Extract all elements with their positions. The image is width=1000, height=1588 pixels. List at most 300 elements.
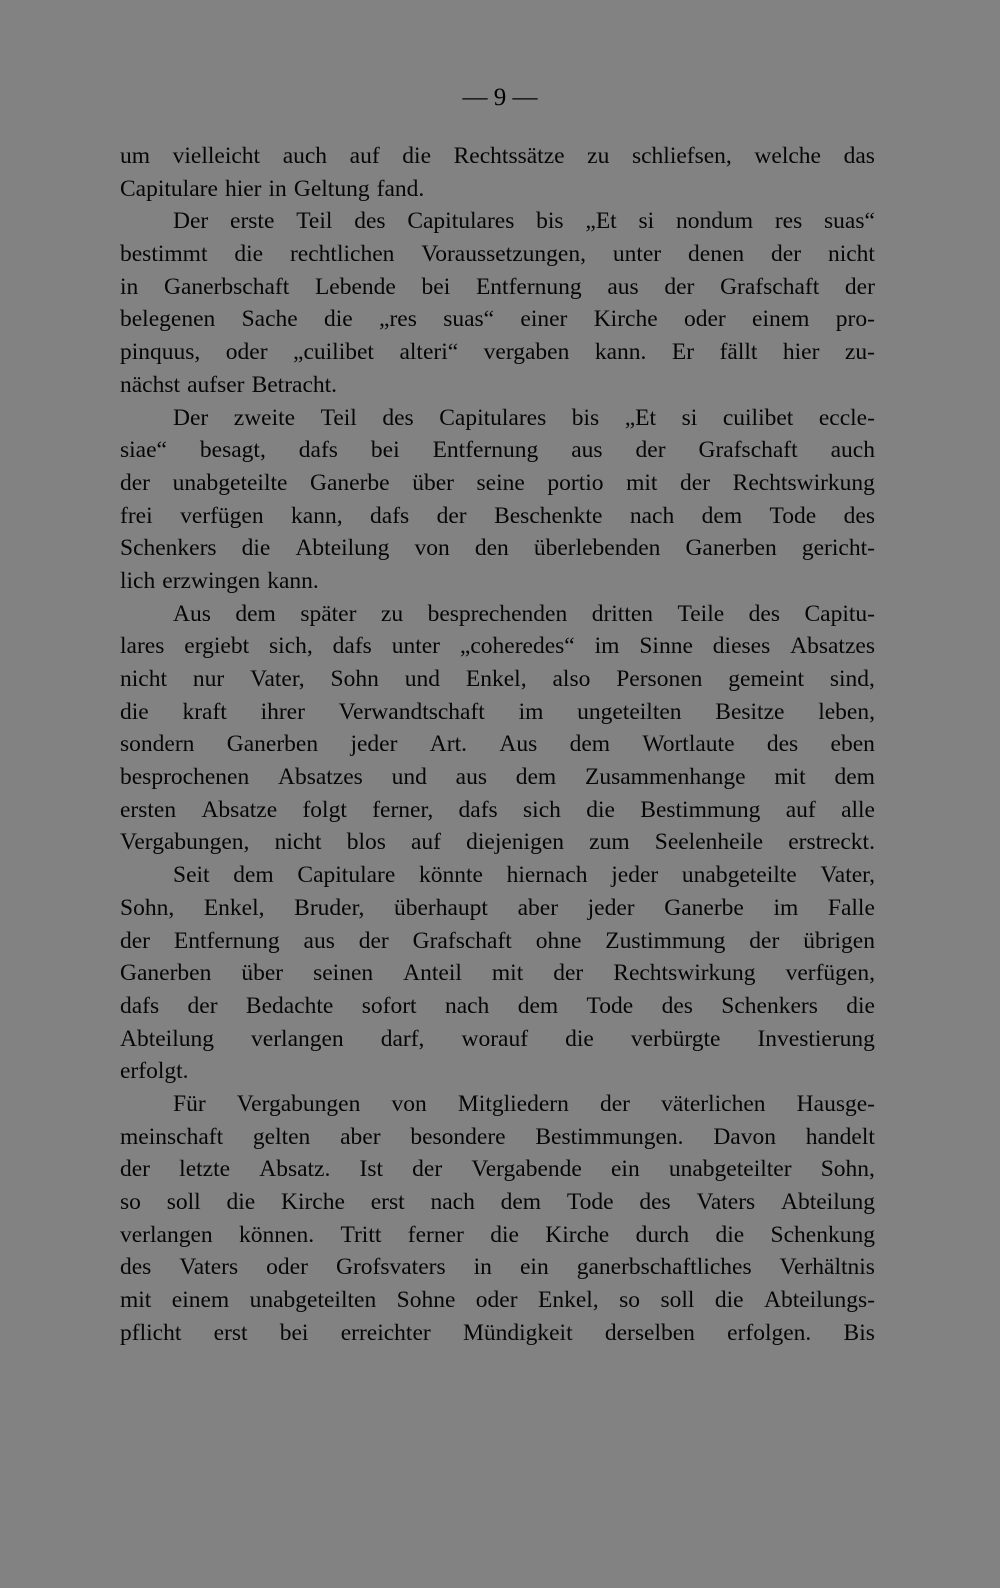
word: Investierung — [757, 1025, 875, 1052]
word: erfolgt. — [120, 1058, 189, 1085]
word: erfolgen. — [727, 1319, 812, 1346]
word: Sohn, — [820, 1156, 875, 1183]
word: also — [552, 666, 591, 692]
word: Rechtswirkung — [613, 960, 756, 987]
word: Kirche — [593, 306, 658, 333]
word: Sohn, — [120, 894, 175, 921]
text-line — [120, 1121, 875, 1154]
word: rechtlichen — [289, 241, 395, 268]
word: dem — [569, 731, 611, 758]
word: Enkel, — [537, 1287, 599, 1314]
word: welche — [754, 143, 821, 169]
word: übrigen — [803, 927, 875, 954]
word: ein — [611, 1156, 640, 1183]
word: in — [120, 273, 139, 300]
text-line — [120, 1055, 875, 1088]
word: Enkel, — [203, 894, 265, 921]
word: Ganerbe — [664, 894, 744, 921]
word: der — [187, 992, 218, 1019]
word: aus — [303, 927, 335, 954]
word: hier — [782, 339, 820, 366]
word: Mündigkeit — [462, 1319, 573, 1346]
word: der — [412, 1156, 443, 1183]
word: der — [635, 437, 666, 464]
text-line — [120, 1219, 875, 1252]
word: Mitgliedern — [457, 1090, 569, 1117]
word: Personen — [616, 666, 703, 692]
word: schliefsen, — [631, 143, 732, 169]
word: Lebende — [314, 273, 396, 300]
word: der — [844, 273, 875, 300]
word: sofort — [361, 992, 417, 1019]
word: überhaupt — [393, 894, 488, 921]
word: der — [120, 927, 151, 954]
word: gericht- — [801, 535, 875, 562]
word: „res — [379, 306, 417, 333]
word: vergaben — [483, 339, 570, 366]
word: zum — [589, 829, 630, 856]
text-line — [120, 598, 875, 631]
word: erstreckt. — [788, 829, 875, 856]
text-line — [120, 990, 875, 1023]
word: darf, — [380, 1025, 425, 1052]
word: jeder — [587, 894, 635, 921]
word: nächst — [120, 371, 181, 398]
word: Grafschaft — [412, 927, 512, 954]
word: „Et — [585, 208, 617, 235]
word: frei — [120, 502, 153, 529]
word: von — [391, 1090, 427, 1117]
word: Zusammenhange — [585, 764, 746, 791]
word: aus — [607, 273, 639, 300]
word: dafs — [298, 437, 338, 464]
word: Ganerbe — [310, 469, 390, 496]
word: meinschaft — [120, 1123, 224, 1150]
word: Abteilung — [295, 535, 390, 562]
word: Der — [173, 404, 209, 431]
word: leben, — [818, 698, 875, 725]
word: dem — [515, 764, 557, 791]
word: auch — [830, 437, 875, 464]
word: fand. — [376, 175, 425, 202]
word: Vergabungen — [236, 1090, 361, 1117]
word: die — [120, 698, 149, 725]
word: suas“ — [824, 208, 875, 235]
text-line — [120, 402, 875, 435]
word: ferner — [407, 1221, 464, 1248]
word: Teil — [320, 404, 357, 431]
word: die — [565, 1025, 594, 1052]
text-line — [120, 859, 875, 892]
word: verfügen, — [785, 960, 875, 987]
word: die — [402, 143, 432, 169]
word: Grafschaft — [698, 437, 798, 464]
text-line — [120, 925, 875, 958]
word: aufser — [187, 371, 245, 398]
word: Tode — [586, 992, 634, 1019]
text-line — [120, 696, 875, 729]
word: durch — [635, 1221, 690, 1248]
word: siae“ — [120, 437, 167, 464]
word: fällt — [719, 339, 758, 366]
word: die — [714, 1287, 744, 1314]
word: seinen — [313, 960, 374, 987]
word: Bestimmungen. — [535, 1123, 684, 1150]
word: in — [473, 1254, 492, 1281]
word: zu — [380, 600, 404, 627]
word: jeder — [350, 731, 398, 758]
word: kann. — [267, 567, 319, 594]
word: alle — [841, 796, 875, 823]
word: Wortlaute — [642, 731, 735, 758]
word: Voraussetzungen, — [421, 241, 586, 268]
word: Kirche — [280, 1189, 345, 1215]
word: ohne — [535, 927, 582, 954]
word: Falle — [827, 894, 875, 921]
word: auch — [282, 143, 328, 169]
word: mit — [626, 469, 658, 496]
text-line — [120, 794, 875, 827]
word: Schenkers — [120, 535, 217, 562]
text-line — [120, 238, 875, 271]
text-line — [120, 1088, 875, 1121]
word: Anteil — [403, 960, 462, 987]
word: hier — [224, 175, 262, 202]
word: belegenen — [120, 306, 216, 333]
word: Ganerbschaft — [163, 273, 290, 300]
word: Zustimmung — [605, 927, 726, 954]
word: zweite — [233, 404, 296, 431]
word: auf — [411, 829, 442, 856]
word: väterlichen — [661, 1090, 766, 1117]
word: Aus — [499, 731, 538, 758]
word: Abteilung — [781, 1189, 875, 1215]
word: mit — [120, 1287, 152, 1314]
word: besprechenden — [427, 600, 568, 627]
word: „coheredes“ — [459, 633, 575, 660]
word: Vater, — [250, 666, 305, 692]
text-line — [120, 1251, 875, 1284]
word: suas“ — [443, 306, 495, 333]
word: erzwingen — [162, 567, 261, 594]
word: diejenigen — [466, 829, 565, 856]
word: Capitulares — [407, 208, 515, 235]
word: im — [518, 698, 544, 725]
word: oder — [225, 339, 268, 366]
word: dem — [233, 862, 274, 889]
word: im — [594, 633, 620, 660]
word: gemeint — [728, 666, 804, 692]
word: Sohne — [396, 1287, 456, 1314]
word: überlebenden — [533, 535, 661, 562]
word: verlangen — [120, 1221, 213, 1248]
word: Hausge- — [796, 1090, 875, 1117]
word: Kirche — [545, 1221, 610, 1248]
word: Vater, — [820, 862, 875, 889]
word: der — [358, 927, 389, 954]
word: dafs — [370, 502, 410, 529]
word: Absatzes — [277, 764, 363, 791]
word: erst — [213, 1319, 248, 1346]
word: der — [680, 469, 711, 496]
word: bei — [279, 1319, 309, 1346]
word: erst — [370, 1189, 405, 1215]
word: die — [586, 796, 615, 823]
word: über — [412, 469, 454, 496]
word: der — [749, 927, 780, 954]
word: des — [843, 502, 875, 529]
word: ferner, — [372, 796, 434, 823]
word: folgt — [302, 796, 347, 823]
word: sondern — [120, 731, 195, 758]
word: Rechtswirkung — [732, 469, 875, 496]
word: nur — [192, 666, 225, 692]
word: Absatzes — [790, 633, 875, 660]
word: des — [661, 992, 693, 1019]
word: die — [324, 306, 353, 333]
word: dafs — [120, 992, 160, 1019]
word: die — [226, 1189, 256, 1215]
word: Vergabungen, — [120, 829, 250, 856]
word: Vaters — [179, 1254, 239, 1281]
word: Der — [173, 208, 209, 235]
word: des — [766, 731, 799, 758]
text-line — [120, 500, 875, 533]
word: res — [774, 208, 803, 235]
word: in — [268, 175, 287, 202]
word: „Et — [624, 404, 657, 431]
word: aus — [455, 764, 487, 791]
word: pflicht — [120, 1319, 182, 1346]
word: zu — [587, 143, 610, 169]
word: oder — [475, 1287, 518, 1314]
word: ungeteilten — [577, 698, 682, 725]
word: bis — [536, 208, 564, 235]
word: Ganerben — [226, 731, 319, 758]
word: Entfernung — [173, 927, 280, 954]
word: soll — [660, 1287, 695, 1314]
word: handelt — [805, 1123, 875, 1150]
word: verfügen — [180, 502, 264, 529]
word: später — [300, 600, 357, 627]
word: aber — [517, 894, 559, 921]
word: seine — [476, 469, 525, 496]
word: Geltung — [293, 175, 370, 202]
word: Verwandtschaft — [338, 698, 485, 725]
word: besondere — [410, 1123, 506, 1150]
word: Schenkung — [770, 1221, 875, 1248]
word: einer — [520, 306, 568, 333]
text-line — [120, 336, 875, 369]
word: Bestimmung — [640, 796, 761, 823]
word: unter — [612, 241, 662, 268]
word: lich — [120, 567, 156, 594]
word: dieses — [712, 633, 771, 660]
word: dem — [834, 764, 875, 791]
word: Er — [671, 339, 695, 366]
word: über — [241, 960, 284, 987]
word: oder — [266, 1254, 308, 1281]
text-line — [120, 303, 875, 336]
text-line — [120, 957, 875, 990]
word: die — [715, 1221, 745, 1248]
word: der — [120, 1156, 151, 1183]
word: nach — [430, 1189, 475, 1215]
body-text — [120, 140, 875, 1349]
text-line — [120, 467, 875, 500]
word: auf — [349, 143, 380, 169]
word: pinquus, — [120, 339, 201, 366]
word: Ganerben — [685, 535, 777, 562]
word: unabgeteilten — [249, 1287, 377, 1314]
word: des — [382, 404, 414, 431]
word: Enkel, — [465, 666, 527, 692]
word: Art. — [429, 731, 467, 758]
word: der — [436, 502, 467, 529]
word: dafs — [458, 796, 498, 823]
word: Tode — [769, 502, 817, 529]
word: hiernach — [506, 862, 588, 889]
word: kann. — [594, 339, 647, 366]
word: die — [241, 535, 271, 562]
text-line — [120, 434, 875, 467]
word: Vergabende — [471, 1156, 582, 1183]
word: Bruder, — [294, 894, 365, 921]
word: dritten — [591, 600, 654, 627]
word: Tritt — [340, 1221, 382, 1248]
word: vielleicht — [172, 143, 261, 169]
word: so — [619, 1287, 641, 1314]
word: lares — [120, 633, 165, 660]
word: eben — [830, 731, 875, 758]
word: Capitulares — [439, 404, 547, 431]
word: nondum — [676, 208, 754, 235]
word: der — [120, 469, 151, 496]
word: des — [639, 1189, 671, 1215]
word: des — [354, 208, 386, 235]
word: ergiebt — [184, 633, 250, 660]
word: kann, — [291, 502, 343, 529]
word: Betracht. — [251, 371, 338, 398]
text-line — [120, 532, 875, 565]
word: des — [120, 1254, 152, 1281]
word: Abteilung — [120, 1025, 214, 1052]
word: die — [490, 1221, 519, 1248]
word: besprochenen — [120, 764, 250, 791]
text-line — [120, 1186, 875, 1219]
word: Aus — [173, 600, 211, 627]
word: dem — [235, 600, 276, 627]
word: einem — [171, 1287, 230, 1314]
word: Entfernung — [432, 437, 539, 464]
word: Bis — [843, 1319, 875, 1346]
word: Schenkers — [721, 992, 818, 1019]
word: im — [773, 894, 799, 921]
word: mit — [774, 764, 806, 791]
word: Für — [173, 1090, 206, 1117]
word: nicht — [120, 666, 167, 692]
word: die — [846, 992, 875, 1019]
word: besagt, — [199, 437, 266, 464]
word: einem — [752, 306, 810, 333]
word: cuilibet — [722, 404, 794, 431]
word: Capitulare — [120, 175, 218, 202]
word: bis — [571, 404, 600, 431]
word: Seit — [173, 862, 210, 889]
word: zu- — [844, 339, 875, 366]
word: sind, — [829, 666, 875, 692]
word: und — [391, 764, 427, 791]
word: pro- — [835, 306, 875, 333]
word: Sache — [241, 306, 298, 333]
word: Vaters — [696, 1189, 756, 1215]
word: gelten — [252, 1123, 311, 1150]
word: Absatz. — [259, 1156, 331, 1183]
word: auf — [785, 796, 816, 823]
word: unabgeteilte — [681, 862, 797, 889]
text-line — [120, 140, 875, 173]
word: Entfernung — [475, 273, 582, 300]
word: bestimmt — [120, 241, 208, 268]
word: bei — [370, 437, 400, 464]
text-line — [120, 892, 875, 925]
word: Davon — [713, 1123, 776, 1150]
word: erreichter — [340, 1319, 431, 1346]
word: sich — [523, 796, 561, 823]
word: nach — [444, 992, 490, 1019]
word: portio — [547, 469, 604, 496]
word: sich, — [269, 633, 313, 660]
text-line — [120, 565, 875, 598]
word: Bedachte — [245, 992, 334, 1019]
word: „cuilibet — [293, 339, 374, 366]
word: letzte — [179, 1156, 231, 1183]
word: Teile — [677, 600, 725, 627]
word: Ist — [359, 1156, 384, 1183]
word: der — [771, 241, 802, 268]
word: oder — [683, 306, 726, 333]
text-line — [120, 369, 875, 402]
word: unabgeteilter — [668, 1156, 792, 1183]
word: ganerbschaftliches — [576, 1254, 752, 1281]
word: der — [553, 960, 584, 987]
word: nach — [629, 502, 675, 529]
text-line — [120, 1153, 875, 1186]
word: die — [234, 241, 264, 268]
word: Capitulare — [297, 862, 396, 889]
word: Ganerben — [120, 960, 212, 987]
word: könnte — [418, 862, 483, 889]
word: eccle- — [818, 404, 875, 431]
word: von — [414, 535, 450, 562]
word: dem — [517, 992, 559, 1019]
word: Sinne — [639, 633, 693, 660]
word: Seelenheile — [654, 829, 764, 856]
word: derselben — [604, 1319, 695, 1346]
word: erste — [230, 208, 275, 235]
word: worauf — [461, 1025, 529, 1052]
word: und — [404, 666, 440, 692]
word: aus — [571, 437, 603, 464]
text-line — [120, 271, 875, 304]
word: si — [681, 404, 698, 431]
text-line — [120, 761, 875, 794]
word: Abteilungs- — [763, 1287, 875, 1314]
word: Capitu- — [804, 600, 875, 627]
word: Verhältnis — [779, 1254, 875, 1281]
word: nicht — [827, 241, 875, 268]
word: verlangen — [251, 1025, 344, 1052]
